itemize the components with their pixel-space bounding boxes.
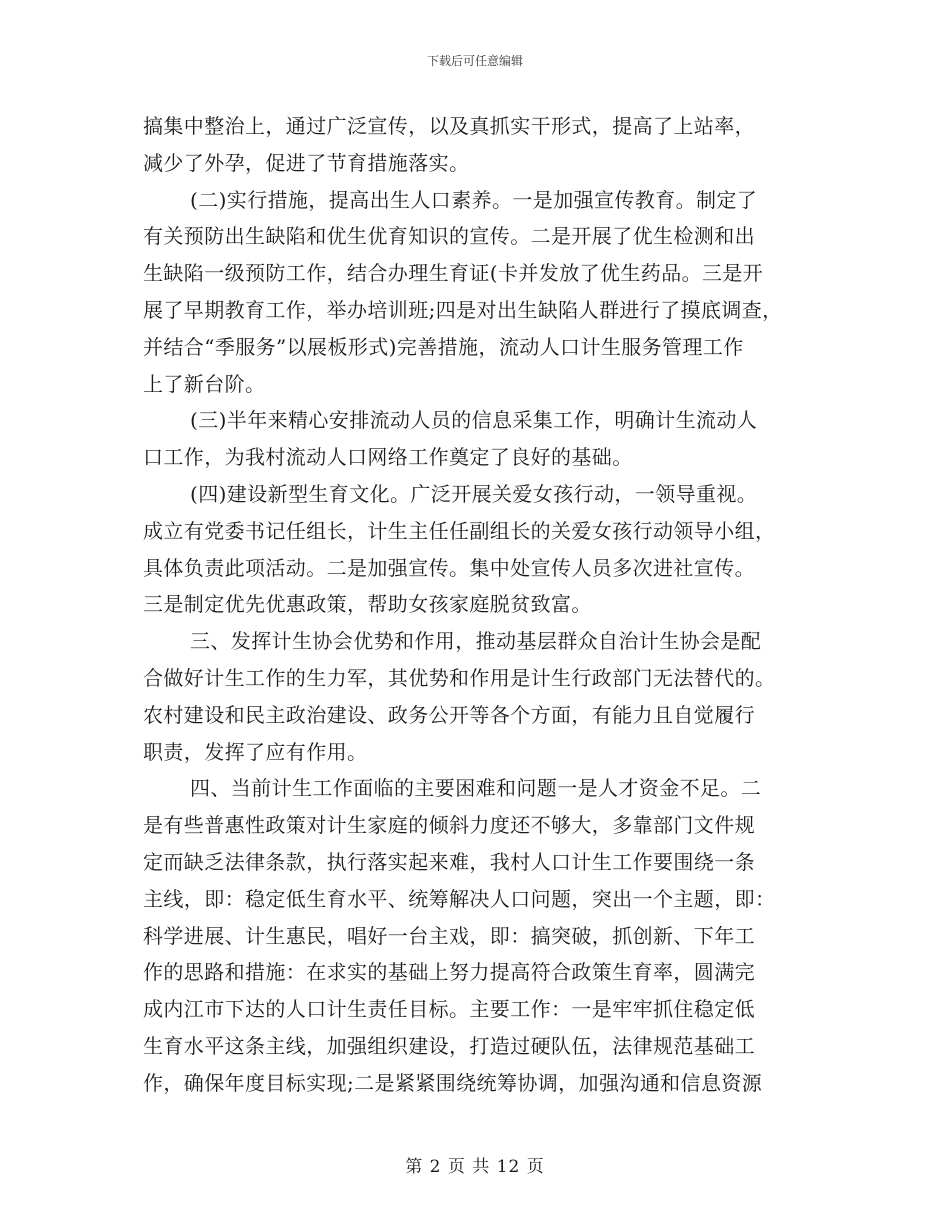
text-line: 合做好计生工作的生力军，其优势和作用是计生行政部门无法替代的。 xyxy=(143,665,776,690)
text-line: 展了早期教育工作，举办培训班;四是对出生缺陷人群进行了摸底调查， xyxy=(143,297,783,322)
text-line: 成内江市下达的人口计生责任目标。主要工作：一是牢牢抓住稳定低 xyxy=(143,997,755,1022)
paragraph xyxy=(143,770,823,1101)
text-line: 四、当前计生工作面临的主要困难和问题一是人才资金不足。二 xyxy=(190,776,762,801)
text-line: 三是制定优先优惠政策，帮助女孩家庭脱贫致富。 xyxy=(143,592,592,617)
text-line: 口工作，为我村流动人口网络工作奠定了良好的基础。 xyxy=(143,445,633,470)
text-line: 农村建设和民主政治建设、政务公开等各个方面，有能力且自觉履行 xyxy=(143,702,755,727)
paragraph xyxy=(143,108,823,182)
text-line: 主线，即：稳定低生育水平、统筹解决人口问题，突出一个主题，即： xyxy=(143,886,776,911)
text-line: 是有些普惠性政策对计生家庭的倾斜力度还不够大，多靠部门文件规 xyxy=(143,813,755,838)
text-line: 三、发挥计生协会优势和作用，推动基层群众自治计生协会是配 xyxy=(190,629,762,654)
text-line: 定而缺乏法律条款，执行落实起来难，我村人口计生工作要围绕一条 xyxy=(143,849,755,874)
paragraph xyxy=(143,476,823,623)
text-line: 成立有党委书记任组长，计生主任任副组长的关爱女孩行动领导小组， xyxy=(143,518,776,543)
paragraph xyxy=(143,623,823,770)
document-body xyxy=(143,108,823,1102)
text-line: (二)实行措施，提高出生人口素养。一是加强宣传教育。制定了 xyxy=(190,187,758,212)
text-line: 上了新台阶。 xyxy=(143,371,266,396)
text-line: 作，确保年度目标实现;二是紧紧围绕统筹协调，加强沟通和信息资源 xyxy=(143,1070,763,1095)
page-number: 第 2 页 共 12 页 xyxy=(405,1157,545,1177)
text-line: 并结合“季服务”以展板形式)完善措施，流动人口计生服务管理工作 xyxy=(143,334,744,359)
text-line: 科学进展、计生惠民，唱好一台主戏，即：搞突破，抓创新、下年工 xyxy=(143,923,755,948)
paragraph xyxy=(143,182,823,403)
text-line: (三)半年来精心安排流动人员的信息采集工作，明确计生流动人 xyxy=(190,408,758,433)
text-line: 生缺陷一级预防工作，结合办理生育证(卡并发放了优生药品。三是开 xyxy=(143,261,764,286)
text-line: 具体负责此项活动。二是加强宣传。集中处宣传人员多次进社宣传。 xyxy=(143,555,755,580)
text-line: 搞集中整治上，通过广泛宣传，以及真抓实干形式，提高了上站率， xyxy=(143,114,755,138)
text-line: 有关预防出生缺陷和优生优育知识的宣传。二是开展了优生检测和出 xyxy=(143,224,755,249)
paragraph xyxy=(143,402,823,476)
text-line: 作的思路和措施：在求实的基础上努力提高符合政策生育率，圆满完 xyxy=(143,960,755,985)
header-note: 下载后可任意编辑 xyxy=(426,54,523,68)
text-line: 减少了外孕，促进了节育措施落实。 xyxy=(143,150,470,175)
text-line: (四)建设新型生育文化。广泛开展关爱女孩行动，一领导重视。 xyxy=(190,481,758,506)
text-line: 生育水平这条主线，加强组织建设，打造过硬队伍，法律规范基础工 xyxy=(143,1033,755,1058)
text-line: 职责，发挥了应有作用。 xyxy=(143,739,368,764)
